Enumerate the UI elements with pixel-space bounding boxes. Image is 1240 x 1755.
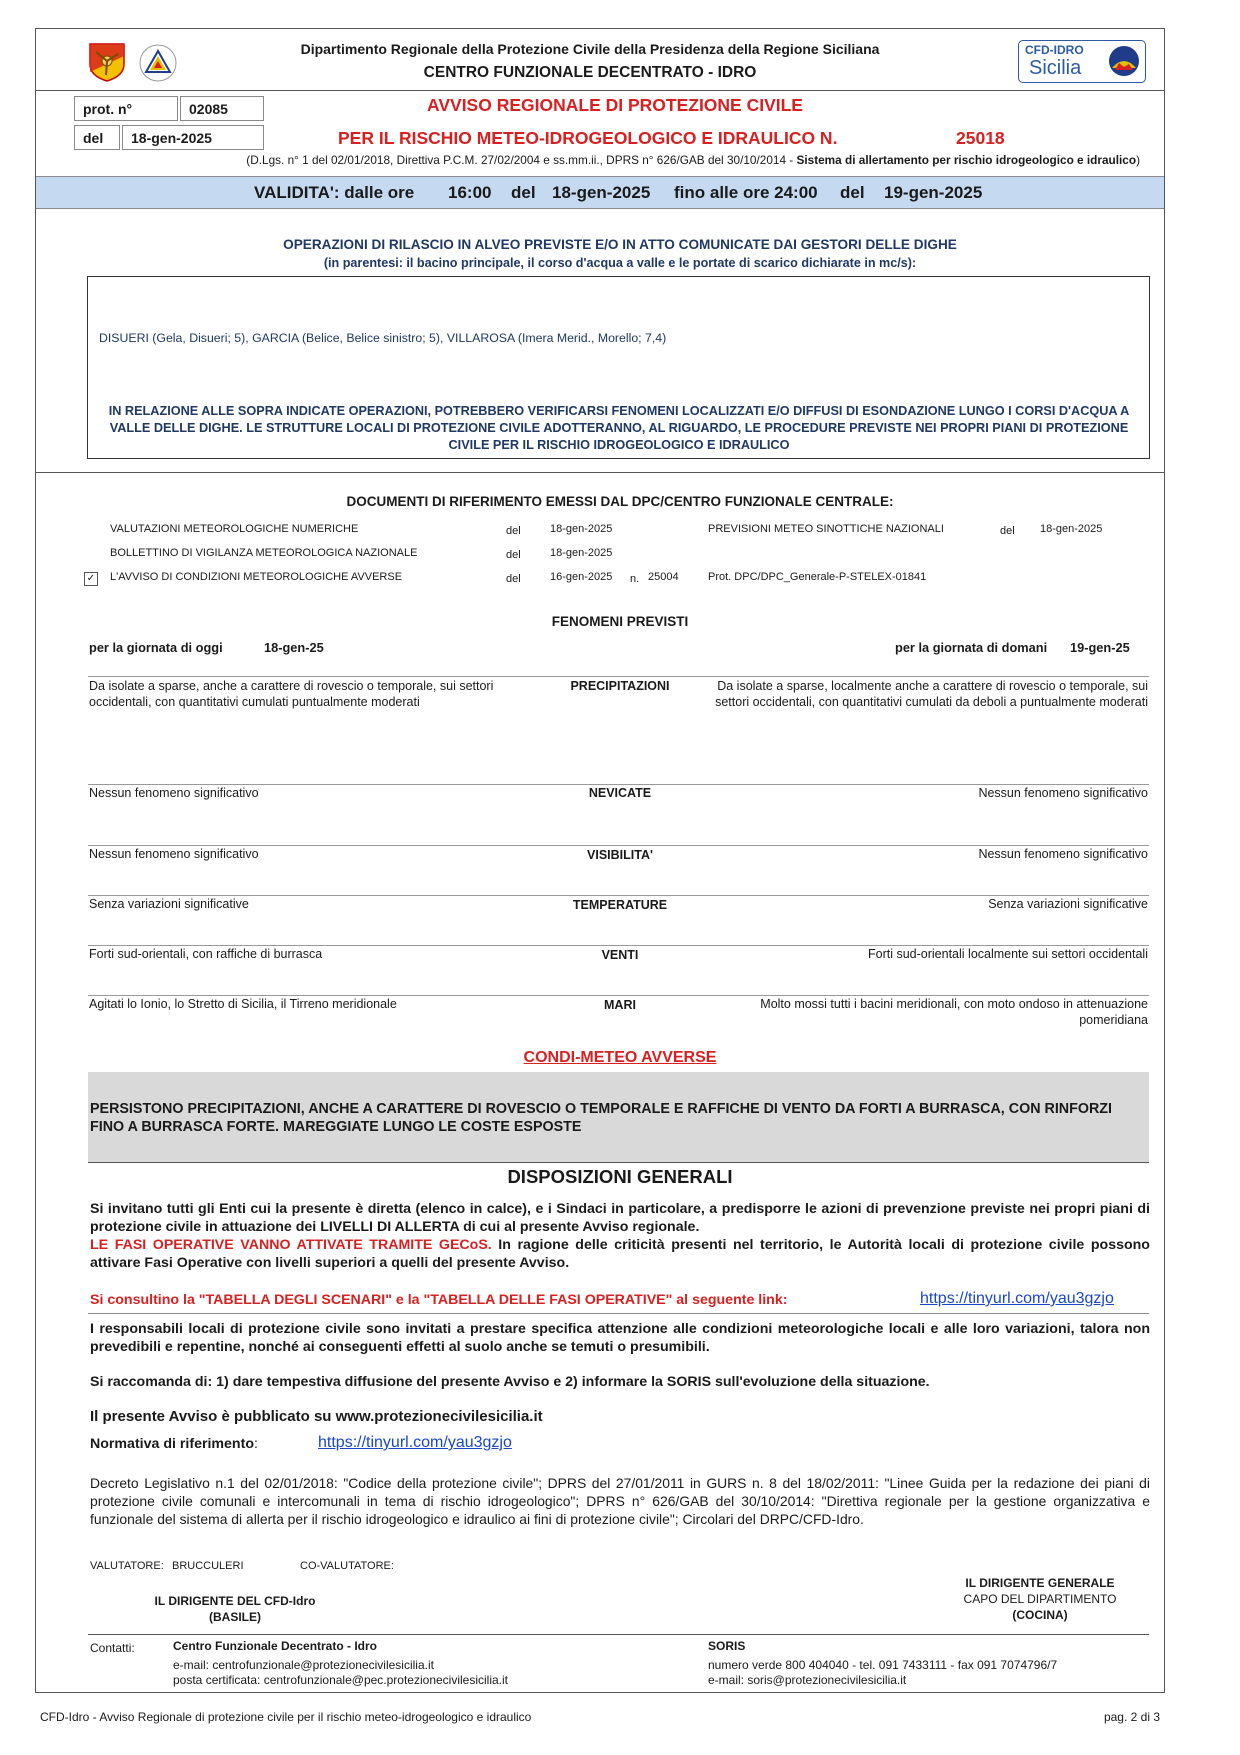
tomorrow-label: per la giornata di domani — [895, 640, 1048, 655]
normativa-link[interactable]: https://tinyurl.com/yau3gzjo — [318, 1434, 512, 1451]
valutatore-name: BRUCCULERI — [172, 1560, 244, 1572]
row-sep-precip — [88, 676, 1149, 677]
condi-divider — [88, 1162, 1149, 1163]
tabelle-link-text: Si consultino la "TABELLA DEGLI SCENARI" e la "TABELLA DELLE FASI OPERATIVE" al seguente link: — [90, 1292, 788, 1308]
header-divider — [36, 90, 1164, 91]
doc-row2-date: 18-gen-2025 — [550, 547, 613, 559]
dirigente-generale-name: (COCINA) — [1012, 1608, 1068, 1622]
doc-row3-del: del — [506, 573, 521, 585]
dirigente-generale-title: IL DIRIGENTE GENERALE — [965, 1576, 1115, 1590]
precip-label: PRECIPITAZIONI — [570, 679, 670, 693]
disposizioni-p2 — [90, 1236, 1150, 1272]
soris-contact-phone: numero verde 800 404040 - tel. 091 7433111 - fax 091 7074796/7 — [708, 1658, 1058, 1672]
logo-label-bottom: Sicilia — [1029, 57, 1082, 79]
contacts-divider — [88, 1634, 1149, 1635]
temp-tomorrow: Senza variazioni significative — [988, 897, 1148, 911]
doc-row1b-name: PREVISIONI METEO SINOTTICHE NAZIONALI — [708, 523, 944, 535]
doc-row1-del: del — [506, 525, 521, 537]
validity-from-time: 16:00 — [448, 183, 492, 202]
validity-to-date: 19-gen-2025 — [884, 183, 983, 202]
today-label: per la giornata di oggi — [89, 640, 223, 655]
normativa-colon: : — [253, 1436, 258, 1452]
doc-row1-name: VALUTAZIONI METEOROLOGICHE NUMERICHE — [110, 523, 359, 535]
soris-contact-email: e-mail: soris@protezionecivilesicilia.it — [708, 1673, 907, 1687]
fenomeni-title: FENOMENI PREVISTI — [551, 614, 689, 629]
doc-row3-name: L'AVVISO DI CONDIZIONI METEOROLOGICHE AVVERSE — [110, 571, 403, 583]
cfd-contact-email: e-mail: centrofunzionale@protezionecivilesicilia.it — [173, 1658, 434, 1672]
disposizioni-p5: Il presente Avviso è pubblicato su www.protezionecivilesicilia.it — [90, 1408, 543, 1425]
visib-label: VISIBILITA' — [587, 848, 653, 862]
legal-reference-c: ) — [1136, 153, 1140, 167]
footer-left: CFD-Idro - Avviso Regionale di protezione civile per il rischio meteo-idrogeologico e idraulico — [40, 1710, 532, 1724]
avviso-number: 25018 — [956, 128, 1005, 148]
disposizioni-p3: I responsabili locali di protezione civile sono invitati a prestare specifica attenzione alle condizioni meteorologiche locali e alle loro variazioni, talora non prevedibili e repentine, nonché ai conseguenti effetti al suolo anche se temuti o presumibili. — [90, 1321, 1150, 1355]
valutatore-label: VALUTATORE: — [90, 1560, 164, 1572]
doc-row1b-date: 18-gen-2025 — [1040, 523, 1103, 535]
validity-del1: del — [511, 183, 536, 202]
sicily-coat-of-arms-icon — [88, 42, 126, 82]
dighe-divider — [36, 472, 1164, 473]
centre-title: CENTRO FUNZIONALE DECENTRATO - IDRO — [423, 64, 757, 81]
precip-tomorrow: Da isolate a sparse, localmente anche a carattere di rovescio o temporale, sui settori occidentali, con quantitativi cumulati da deboli a puntualmente moderati — [715, 679, 1148, 709]
visib-tomorrow: Nessun fenomeno significativo — [978, 847, 1148, 861]
temp-label: TEMPERATURE — [572, 898, 668, 912]
docs-title: DOCUMENTI DI RIFERIMENTO EMESSI DAL DPC/CENTRO FUNZIONALE CENTRALE: — [346, 494, 894, 509]
neve-label: NEVICATE — [588, 786, 652, 800]
prot-number: 02085 — [180, 96, 264, 121]
validity-label: VALIDITA': dalle ore — [254, 183, 415, 202]
disposizioni-p1: Si invitano tutti gli Enti cui la presente è diretta (elenco in calce), e i Sindaci in particolare, a predisporre le azioni di prevenzione previste nei propri piani di protezione civile in attuazione dei LIVELLI DI ALLERTA di cui al presente Avviso regionale. — [90, 1201, 1150, 1235]
page-number: pag. 2 di 3 — [1103, 1710, 1160, 1724]
precip-today: Da isolate a sparse, anche a carattere di rovescio o temporale, sui settori occidentali, con quantitativi cumulati puntualmente moderati — [89, 679, 494, 709]
radar-icon — [1107, 44, 1141, 78]
normativa-row — [90, 1436, 258, 1452]
link-divider — [88, 1313, 1149, 1314]
covalutatore-label: CO-VALUTATORE: — [300, 1560, 394, 1572]
dirigente-cfd-name: (BASILE) — [209, 1610, 261, 1624]
cfd-contact-name: Centro Funzionale Decentrato - Idro — [173, 1639, 378, 1653]
dighe-title: OPERAZIONI DI RILASCIO IN ALVEO PREVISTE E/O IN ATTO COMUNICATE DAI GESTORI DELLE DIGHE — [283, 237, 957, 252]
validity-until: fino alle ore 24:00 — [674, 183, 818, 202]
prot-del-label: del — [74, 125, 120, 150]
validity-from-date: 18-gen-2025 — [552, 183, 651, 202]
normativa-label: Normativa di riferimento — [90, 1436, 254, 1452]
dighe-list: DISUERI (Gela, Disueri; 5), GARCIA (Belice, Belice sinistro; 5), VILLAROSA (Imera Merid., Morello; 7,4) — [99, 331, 667, 345]
venti-tomorrow: Forti sud-orientali localmente sui settori occidentali — [868, 947, 1148, 961]
legal-reference-a: (D.Lgs. n° 1 del 02/01/2018, Direttiva P.C.M. 27/02/2004 e ss.mm.ii., DPRS n° 626/GAB del 30/10/2014 - — [246, 153, 797, 167]
today-date: 18-gen-25 — [264, 640, 324, 655]
prot-date: 18-gen-2025 — [122, 125, 264, 150]
check-icon: ✓ — [86, 573, 96, 584]
dirigente-generale-sub: CAPO DEL DIPARTIMENTO — [963, 1592, 1117, 1606]
department-title: Dipartimento Regionale della Protezione Civile della Presidenza della Regione Siciliana — [300, 41, 880, 57]
soris-contact-name: SORIS — [708, 1639, 746, 1653]
cfd-contact-pec: posta certificata: centrofunzionale@pec.protezionecivilesicilia.it — [173, 1673, 509, 1687]
validity-bar — [36, 176, 1164, 209]
doc-row3-checkbox[interactable] — [84, 572, 98, 586]
dirigente-cfd-title: IL DIRIGENTE DEL CFD-Idro — [154, 1594, 316, 1608]
avviso-title-line1: AVVISO REGIONALE DI PROTEZIONE CIVILE — [427, 95, 803, 115]
validity-del2: del — [840, 183, 865, 202]
fasi-operative-text: In ragione delle criticità presenti nel territorio, le Autorità locali di protezione civile possono attivare Fasi Operative con livelli superiori a quelli del presente Avviso. — [90, 1237, 1150, 1271]
venti-today: Forti sud-orientali, con raffiche di burrasca — [89, 947, 323, 961]
neve-tomorrow: Nessun fenomeno significativo — [978, 786, 1148, 800]
doc-row2-del: del — [506, 549, 521, 561]
dighe-subtitle: (in parentesi: il bacino principale, il corso d'acqua a valle e le portate di scarico dichiarate in mc/s): — [323, 256, 917, 270]
mari-today: Agitati lo Ionio, lo Stretto di Sicilia, il Tirreno meridionale — [89, 997, 397, 1011]
tabelle-link[interactable]: https://tinyurl.com/yau3gzjo — [920, 1290, 1114, 1307]
doc-row3-date: 16-gen-2025 — [550, 571, 613, 583]
doc-row3-prot: Prot. DPC/DPC_Generale-P-STELEX-01841 — [708, 571, 927, 583]
legal-reference-b: Sistema di allertamento per rischio idrogeologico e idraulico — [796, 153, 1137, 167]
legal-reference — [140, 153, 1140, 167]
protezione-civile-logo-icon — [136, 42, 180, 84]
doc-row3-n: n. — [630, 573, 640, 585]
doc-row2-name: BOLLETTINO DI VIGILANZA METEOROLOGICA NAZIONALE — [110, 547, 418, 559]
doc-row3-num: 25004 — [648, 571, 679, 583]
disposizioni-p4: Si raccomanda di: 1) dare tempestiva diffusione del presente Avviso e 2) informare la SORIS sull'evoluzione della situazione. — [90, 1374, 930, 1390]
venti-label: VENTI — [601, 948, 639, 962]
tomorrow-date: 19-gen-25 — [1070, 640, 1130, 655]
temp-today: Senza variazioni significative — [89, 897, 249, 911]
fasi-operative-notice: LE FASI OPERATIVE VANNO ATTIVATE TRAMITE GECoS. — [90, 1237, 492, 1253]
avviso-title-line2: PER IL RISCHIO METEO-IDROGEOLOGICO E IDRAULICO N. — [338, 128, 838, 148]
decreto-text: Decreto Legislativo n.1 del 02/01/2018: "Codice della protezione civile"; DPRS del 27/01/2011 in GURS n. 8 del 18/02/2011: "Linee Guida per la redazione dei piani di protezione civile comunali e intercomunali in tema di rischio idrogeologico"; DPRS n° 626/GAB del 30/10/2014: "Direttiva regionale per la gestione organizzativa e funzionale del sistema di allerta per il rischio idrogeologico e idraulico ai fini di protezione civile"; Circolari del DRPC/CFD-Idro. — [90, 1475, 1150, 1527]
logo-label-top: CFD-IDRO — [1025, 43, 1084, 57]
mari-label: MARI — [604, 998, 636, 1012]
doc-row1-date: 18-gen-2025 — [550, 523, 613, 535]
doc-row1b-del: del — [1000, 525, 1015, 537]
prot-label: prot. n° — [74, 96, 178, 121]
contatti-label: Contatti: — [90, 1641, 135, 1655]
condi-text: PERSISTONO PRECIPITAZIONI, ANCHE A CARATTERE DI ROVESCIO O TEMPORALE E RAFFICHE DI VENTO DA FORTI A BURRASCA, CON RINFORZI FINO A BURRASCA FORTE. MAREGGIATE LUNGO LE COSTE ESPOSTE — [90, 1101, 1113, 1135]
cfd-idro-sicilia-logo — [1018, 40, 1146, 83]
dighe-notice: IN RELAZIONE ALLE SOPRA INDICATE OPERAZIONI, POTREBBERO VERIFICARSI FENOMENI LOCALIZZATI E/O DIFFUSI DI ESONDAZIONE LUNGO I CORSI D'ACQUA A VALLE DELLE DIGHE. LE STRUTTURE LOCALI DI PROTEZIONE CIVILE ADOTTERANNO, AL RIGUARDO, LE PROCEDURE PREVISTE NEI PROPRI PIANI DI PROTEZIONE CIVILE PER IL RISCHIO IDROGEOLOGICO E IDRAULICO — [108, 404, 1130, 452]
neve-today: Nessun fenomeno significativo — [89, 786, 259, 800]
visib-today: Nessun fenomeno significativo — [89, 847, 259, 861]
disposizioni-title: DISPOSIZIONI GENERALI — [507, 1166, 733, 1187]
condi-title: CONDI-METEO AVVERSE — [523, 1049, 717, 1066]
mari-tomorrow: Molto mossi tutti i bacini meridionali, con moto ondoso in attenuazione pomeridiana — [760, 997, 1148, 1027]
